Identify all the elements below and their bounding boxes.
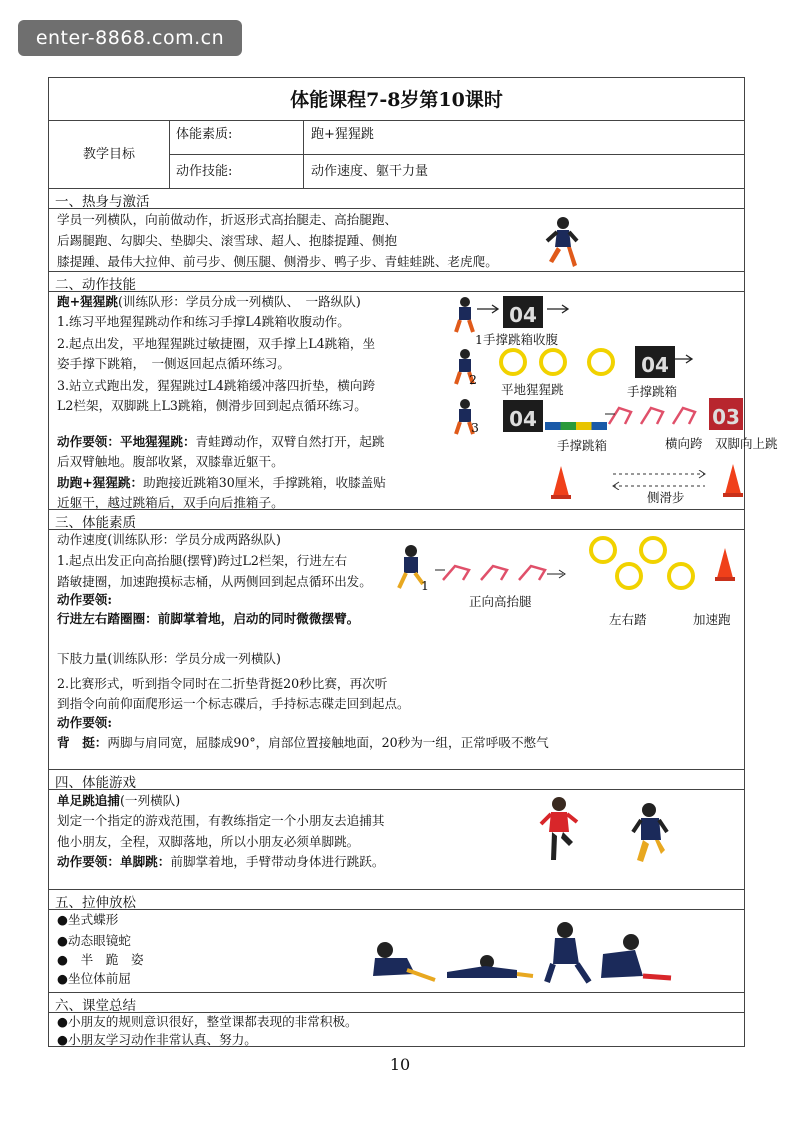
child-figure-1	[453, 296, 475, 334]
marker-cone-base	[723, 493, 743, 497]
summary-item-1: ●小朋友的规则意识很好，整堂课都表现的非常积极。	[57, 1014, 358, 1029]
game-key-title: 动作要领：单脚跳：	[57, 854, 171, 869]
skills-body	[49, 291, 778, 510]
arrow-icon	[547, 304, 571, 314]
goal-value-skill: 动作速度、躯干力量	[311, 164, 429, 179]
skills-key1-line-2: 后双臂触地。腹部收紧，双膝靠近躯干。	[57, 454, 284, 469]
lower-key-label: 背 挺：	[57, 735, 108, 750]
speed-diagram	[395, 536, 745, 656]
stretch-item-4: ●坐位体前屈	[57, 971, 131, 986]
marker-cone-base	[715, 577, 735, 581]
side-slide-arrows	[609, 470, 709, 490]
speed-diagram-label-3: 加速跑	[693, 612, 731, 627]
skills-line-2: 2.起点出发，平地猩猩跳过敏捷圈，双手撑上L4跳箱，坐	[57, 336, 376, 351]
summary-item-2: ●小朋友学习动作非常认真、努力。	[57, 1032, 257, 1047]
warmup-heading: 一、热身与激活	[55, 194, 150, 210]
game-body	[49, 789, 744, 889]
stretch-header-row	[49, 889, 744, 909]
stretch-body	[49, 909, 744, 992]
diagram-label-2: 平地猩猩跳	[501, 382, 564, 397]
hurdles	[605, 404, 715, 426]
jump-box-a: 04	[503, 296, 543, 328]
physical-body	[49, 529, 744, 769]
speed-line-1: 1.起点出发正向高抬腿(摆臂)跨过L2栏架，行进左右	[57, 553, 348, 568]
stretch-item-2: ●动态眼镜蛇	[57, 933, 131, 948]
diagram-label-7: 侧滑步	[647, 490, 685, 505]
skills-key2-line-1: 助跑接近跳箱30厘米，手撑跳箱，收膝盖贴	[143, 475, 386, 490]
diagram-label-3: 手撑跳箱	[627, 384, 678, 399]
marker-cone	[725, 464, 741, 494]
marker-cone	[717, 548, 733, 578]
physical-heading: 三、体能素质	[55, 515, 136, 531]
skills-line-4: 3.站立式跑出发，猩猩跳过L4跳箱缓冲落四折垫，横向跨	[57, 378, 376, 393]
goal-key-physical: 体能素质:	[176, 127, 233, 142]
warmup-line-3: 膝提踵、最伟大拉伸、前弓步、侧压腿、侧滑步、鸭子步、青蛙蛙跳、老虎爬。	[57, 254, 498, 269]
game-title: 单足跳追捕	[57, 793, 120, 808]
folding-mat	[545, 422, 607, 430]
lower-line-1: 2.比赛形式，听到指令同时在二折垫背挺20秒比赛，再次听	[57, 676, 388, 691]
agility-ring	[587, 348, 615, 376]
marker-cone	[553, 466, 569, 496]
skills-key2-line-2: 近躯干，越过跳箱后，双手向后推箱子。	[57, 495, 284, 510]
speed-line-2: 踏敏捷圈，加速跑摸标志桶，从两侧回到起点循环出发。	[57, 574, 372, 589]
diagram-label-6: 双脚向上跳	[715, 436, 778, 451]
skills-intro-title: 跑+猩猩跳	[57, 294, 118, 309]
physical-header-row	[49, 509, 744, 529]
speed-rest: (训练队形：学员分成两路纵队)	[107, 532, 281, 547]
summary-body	[49, 1012, 744, 1046]
agility-ring	[539, 348, 567, 376]
agility-ring	[639, 536, 667, 564]
agility-ring	[499, 348, 527, 376]
warmup-header-row	[49, 188, 744, 208]
diagram-label-1: 1手撑跳箱收腹	[475, 332, 558, 347]
skills-key2-title: 助跑+猩猩跳：	[57, 475, 144, 490]
summary-header-row	[49, 992, 744, 1012]
jump-box-b: 04	[635, 346, 675, 378]
skills-heading: 二、动作技能	[55, 277, 136, 293]
diagram-label-4: 手撑跳箱	[557, 438, 608, 453]
lesson-plan-sheet	[48, 77, 778, 1047]
hurdles	[435, 560, 575, 590]
goal-key-skill: 动作技能:	[176, 164, 233, 179]
game-line-1: 划定一个指定的游戏范围，有教练指定一个小朋友去追捕其	[57, 813, 385, 828]
speed-diagram-num: 1	[421, 578, 429, 593]
jump-box-d: 03	[709, 398, 743, 430]
diagram-label-5: 横向跨	[665, 436, 703, 451]
goals-block	[49, 120, 744, 188]
summary-heading: 六、课堂总结	[55, 998, 136, 1014]
arrow-icon	[675, 354, 695, 364]
game-key-line: 前脚掌着地，手臂带动身体进行跳跃。	[170, 854, 385, 869]
skills-line-1: 1.练习平地猩猩跳动作和练习手撑L4跳箱收腹动作。	[57, 314, 350, 329]
diagram-num-2: 2	[469, 372, 477, 387]
goals-label: 教学目标	[82, 147, 135, 162]
jump-box-c: 04	[503, 400, 543, 432]
lower-line-2: 到指令向前仰面爬形运一个标志碟后，手持标志碟走回到起点。	[57, 696, 410, 711]
speed-key-line: 行进左右踏圈圈：前脚掌着地，启动的同时微微摆臂。	[57, 611, 360, 626]
skills-diagram	[449, 292, 778, 510]
agility-ring	[589, 536, 617, 564]
speed-title: 动作速度	[57, 532, 108, 547]
marker-cone-base	[551, 495, 571, 499]
speed-diagram-label-1: 正向高抬腿	[469, 594, 532, 609]
goal-value-physical: 跑+猩猩跳	[311, 127, 374, 142]
game-heading: 四、体能游戏	[55, 775, 136, 791]
warmup-line-2: 后踢腿跑、勾脚尖、垫脚尖、滚雪球、超人、抱膝提踵、侧抱	[57, 233, 398, 248]
page-number: 10	[389, 1055, 411, 1074]
game-header-row	[49, 769, 744, 789]
page-title: 体能课程7-8岁第10课时	[290, 89, 503, 111]
skills-key1-title: 动作要领：平地猩猩跳：	[57, 434, 196, 449]
speed-key-title: 动作要领:	[57, 592, 113, 607]
warmup-line-1: 学员一列横队，向前做动作，折返形式高抬腿走、高抬腿跑、	[57, 212, 398, 227]
running-child-figure	[541, 215, 581, 273]
lower-title: 下肢力量	[57, 651, 108, 666]
arrow-icon	[477, 304, 501, 314]
speed-diagram-label-2: 左右踏	[609, 612, 647, 627]
skills-line-3: 姿手撑下跳箱， 一侧返回起点循环练习。	[57, 356, 290, 371]
hopping-child-figure	[631, 802, 671, 868]
agility-ring	[667, 562, 695, 590]
lower-rest: (训练队形：学员分成一列横队)	[107, 651, 281, 666]
diagram-num-3: 3	[471, 420, 479, 435]
skills-intro-rest: (训练队形：学员分成一列横队、 一路纵队)	[117, 294, 361, 309]
stretch-item-3: ● 半 跪 姿	[57, 952, 144, 967]
skills-header-row	[49, 271, 744, 291]
hopping-child-figure	[539, 796, 579, 862]
agility-ring	[615, 562, 643, 590]
stretching-children-figures	[367, 920, 673, 986]
lower-key-line: 两脚与肩同宽，屈膝成90°，肩部位置接触地面，20秒为一组，正常呼吸不憋气	[107, 735, 549, 750]
watermark: enter-8868.com.cn	[18, 20, 242, 56]
stretch-item-1: ●坐式蝶形	[57, 912, 119, 927]
game-line-2: 他小朋友，全程，双脚落地，所以小朋友必须单脚跳。	[57, 834, 360, 849]
lower-key-title: 动作要领:	[57, 715, 113, 730]
game-title-rest: (一列横队)	[119, 793, 181, 808]
warmup-body	[49, 208, 744, 271]
stretch-heading: 五、拉伸放松	[55, 895, 136, 911]
skills-key1-line-1: 青蛙蹲动作，双臂自然打开，起跳	[195, 434, 385, 449]
skills-line-5: L2栏架，双脚跳上L3跳箱，侧滑步回到起点循环练习。	[57, 398, 367, 413]
